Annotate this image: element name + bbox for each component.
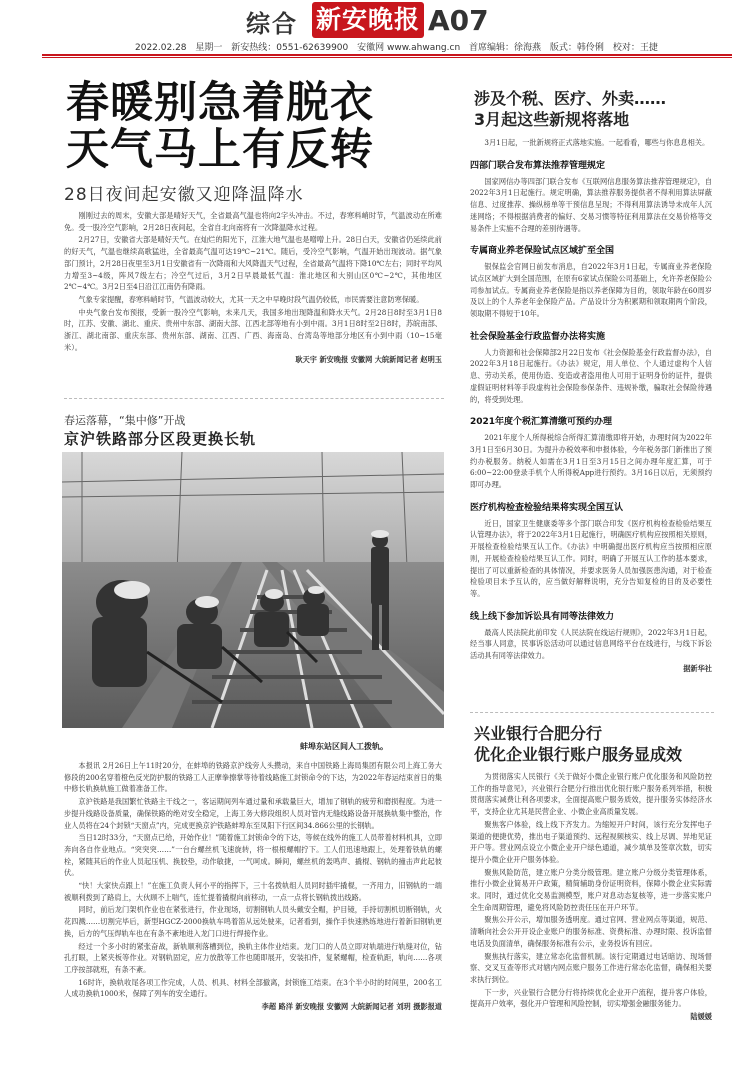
page-number: A07 — [428, 4, 489, 37]
designer: 版式：韩伶俐 — [549, 43, 604, 53]
weather-subtitle: 28日夜间起安徽又迎降温降水 — [64, 185, 304, 205]
weather-paragraph: 2月27日，安徽省大部是晴好天气。在灿烂的阳光下，江淮大地气温也是噌噌上升。28日白天，安徽省仍延续此前的好天气，气温也继续高歌猛进，全省最高气温可达19℃~21℃。随后，受冷空气影响，气温开始出现波动。据气象部门预计，2月28日夜里至3月1日安徽省有一次降雨和大风降温天气过程，全省最高气温将下降10℃左右；同时平均风力增至3~4级，阵风7级左右；冷空气过后，3月2日早晨最低气温：淮北地区和大别山区0℃~2℃，其他地区2℃~4℃。3月2日至4日沿江江南仍有降雨。 — [64, 235, 442, 292]
bank-paragraph: 为贯彻落实人民银行《关于做好小微企业银行账户优化服务和风险防控工作的指导意见》，兴业银行合肥分行推出优化银行账户服务系列举措，积极贯彻落实减费让利各项要求，全面提高账户服务质效，提升服务实体经济水平，支持企业尤其是民营企业、小微企业高质量发展。 — [470, 772, 712, 817]
rules-section — [470, 414, 712, 491]
rules-section — [470, 329, 712, 406]
hotline: 新安热线：0551-62639900 — [231, 43, 349, 53]
masthead — [0, 0, 735, 58]
weather-headline-line2: 天气马上有反转 — [66, 125, 374, 175]
rules-section — [470, 158, 712, 235]
rules-intro: 3月1日起，一批新规将正式落地实施。一起看看，哪些与你息息相关。 — [484, 138, 710, 147]
rail-paragraph: 16时许，换轨收尾各项工作完成，人员、机具、材料全部撤离，封锁施工结束。在3个半小时的时间里，200名工人成功换轨1000米，保障了列车的安全通行。 — [64, 977, 442, 999]
website: 安徽网 www.ahwang.cn — [357, 43, 461, 53]
rules-section-text: 近日，国家卫生健康委等多个部门联合印发《医疗机构检查检验结果互认管理办法》，将于2022年3月1日起施行，明确医疗机构应按照相关原则，开展检查检验结果互认工作。《办法》中明确提出医疗机构应当按照相应原则，开展检查检验结果互认工作。同时，明确了开展互认工作的基本要求，提出了可以重新检查的具体情况，并要求医务人员加强医患沟通，对于检查检验项目未予互认的，应当做好解释说明，充分告知复检的目的及必要性等。 — [470, 518, 712, 598]
photo-caption: 蚌埠东站区间人工拨轨。 — [300, 742, 388, 751]
rules-section-heading: 专属商业养老保险试点区域扩至全国 — [470, 246, 615, 257]
article-divider — [64, 398, 444, 399]
bank-headline — [474, 723, 682, 765]
chief-editor: 首席编辑：徐海燕 — [469, 43, 542, 53]
rail-paragraph: 经过一个多小时的紧张奋战，新轨顺利落槽到位，换轨主体作业结束。龙门口的人员立即对轨端进行轨缝对位，钻孔打眼，上紧夹板等作业。对钢轨固定，应力放散等工作也随即展开，安装扣件，复紧螺帽，检查轨距，轨向……各项工序按部就班，有条不紊。 — [64, 941, 442, 974]
rules-headline-line2: 3月起这些新规将落地 — [474, 110, 630, 129]
weather-headline — [66, 80, 374, 174]
bank-paragraph: 聚焦风险防范，建立账户分类分级管理。建立账户分级分类管理体系，推行小微企业简易开户政策，精简辅助身份证明资料，保障小微企业实际需求。同时，通过优化交易监测模型，账户对息动态复核等，进一步落实账户全生命周期管理，避免将风险防控责任压在开户环节。 — [470, 867, 712, 912]
rules-section — [470, 609, 712, 662]
weather-byline: 耿天宇 新安晚报 安徽网 大皖新闻记者 赵明玉 — [295, 355, 442, 365]
proofreader: 校对：王捷 — [612, 43, 658, 53]
rail-paragraph: 本报讯 2月26日上午11时20分，在蚌埠的铁路京沪线旁人头攒动，来自中国铁路上海局集团有限公司上海工务大修段的200名穿着橙色反光防护服的铁路工人正摩拳擦掌等待着线路施工封锁命令的下达，为2022年春运结束首日的集中修长轨换轨施工做着准备工作。 — [64, 761, 442, 794]
section-label: 综合 — [246, 10, 298, 38]
weather-paragraph: 气象专家提醒，春寒料峭时节，气温波动较大，尤其一天之中早晚时段气温仍较低，市民需要注意防寒保暖。 — [78, 294, 424, 304]
bank-body — [470, 771, 712, 1023]
masthead-info — [135, 40, 735, 53]
rail-paragraph: 当日12时33分，“天窗点已给，开始作业！”随着施工封锁命令的下达，等候在线外的施工人员带着材料机具，立即奔向各自作业地点。“突突突……”一台台螺丝机飞速旋转，将一根根螺帽拧下。工人们迅速地跟上，处理着铁轨的螺栓，紧随其后的作业人员起压机、换胶垫，动作敏捷，一气呵成。瞬间，螺丝机的轰鸣声、撬棍、钢轨的撞击声此起彼伏。 — [64, 833, 442, 878]
bank-headline-line1: 兴业银行合肥分行 — [474, 724, 603, 743]
rail-workers-photo — [62, 452, 444, 728]
bank-byline: 陆媛媛 — [690, 1012, 712, 1022]
weather-headline-line1: 春暖别急着脱衣 — [66, 78, 374, 128]
rail-paragraph: 同时，前后龙门架机作业也在紧张进行，作业现场，切割钢轨人员头戴安全帽，护目镜，手持切割机切断钢轨，火花四溅……切割完毕后，新型HGCZ-2000换轨车鸣着笛从远处驶来，记者看到，操作手快速熟练地进行着新旧钢轨更换，后方的气压焊轨车也在有条不紊地进入龙门口进行焊接作业。 — [64, 905, 442, 938]
masthead-rule — [42, 54, 732, 56]
rules-section-text: 国家网信办等四部门联合发布《互联网信息服务算法推荐管理规定》，自2022年3月1日起施行。规定明确，算法推荐服务提供者不得利用算法屏蔽信息、过度推荐、操纵榜单等干预信息呈现；不得利用算法诱导未成年人沉迷网络；不得根据消费者的偏好、交易习惯等特征利用算法在交易价格等交易条件上实施不合理的差别待遇等。 — [470, 176, 712, 233]
bank-paragraph: 聚焦执行落实，建立常态化监督机制。该行定期通过电话暗访、现场督察、交叉互查等形式对辖内网点账户服务工作进行常态化监督，确保相关要求执行到位。 — [470, 951, 712, 984]
rules-section-heading: 四部门联合发布算法推荐管理规定 — [470, 160, 606, 171]
article-divider — [470, 712, 714, 713]
rules-section — [470, 243, 712, 320]
weather-paragraph: 中央气象台发布预报，受新一股冷空气影响，未来几天，我国多地出现降温和降水天气。2月28日8时至3月1日8时，江苏、安徽、湖北、重庆、贵州中东部、湖南大部、江西北部等地有小到中雨。3月1日8时至2日8时，苏皖南部、浙江、湖北南部、重庆东部、贵州东部、湖南、江西、广西、海南岛、台湾岛等地部分地区有小到中雨（10~15毫米）。 — [64, 307, 442, 352]
rules-section-heading: 线上线下参加诉讼具有同等法律效力 — [470, 611, 615, 622]
masthead-rule-thin — [42, 57, 732, 58]
bank-paragraph: 下一步，兴业银行合肥分行将持续优化企业开户流程，提升客户体验，提高开户效率，强化开户管理和风险控制，切实增强金融服务能力。 — [470, 987, 712, 1009]
newspaper-logo: 新安晚报 — [312, 2, 424, 38]
rules-body — [470, 137, 712, 675]
issue-weekday: 星期一 — [195, 43, 223, 53]
bank-paragraph: 聚焦客户体验，线上线下齐发力。为缩短开户时间，该行充分发挥电子渠道的便捷优势，推出电子渠道预约、远程视频核实、线上尽调、异地见证开户等。营业网点设立小微企业开户绿色通道，减少填单及签章次数，切实提升小微企业开户服务体验。 — [470, 819, 712, 864]
rules-section-text: 2021年度个人所得税综合所得汇算清缴即将开始，办理时间为2022年3月1日至6月30日。为提升办税效率和申报体验，今年税务部门新推出了预约办税服务。纳税人如需在3月1日至3月15日之间办理年度汇算，可于6:00~22:00登录手机个人所得税App进行预约。3月16日以后，无须预约即可办理。 — [470, 433, 712, 490]
rules-section-heading: 2021年度个税汇算清缴可预约办理 — [470, 417, 613, 428]
rules-section — [470, 500, 712, 600]
rules-section-text: 人力资源和社会保障部2月22日发布《社会保险基金行政监督办法》，自2022年3月18日起施行。《办法》规定，用人单位、个人通过虚构个人信息、劳动关系，使用伪造、变造或者盗用他人可用于证明身份的证件，提供虚假证明材料等手段虚构社会保险参保条件、违规补缴，骗取社会保险待遇的，将受到处理。 — [470, 347, 712, 404]
rules-byline: 据新华社 — [683, 663, 712, 673]
rail-photo — [62, 452, 444, 728]
issue-date: 2022.02.28 — [135, 43, 187, 53]
rules-headline-line1: 涉及个税、医疗、外卖…… — [474, 89, 667, 108]
rail-paragraph: “快！大家快点跟上！”在施工负责人何小平的指挥下，三十名拨轨组人员同时插牢撬棍，一齐用力，旧钢轨的一端被顺利拨到了路肩上，大伙顾不上喘气，连忙提着撬棍向前移动，一点一点将长钢轨拨出线路。 — [64, 881, 442, 902]
rules-section-heading: 社会保险基金行政监督办法将实施 — [470, 331, 606, 342]
rail-headline: 京沪铁路部分区段更换长轨 — [64, 430, 257, 448]
bank-paragraph: 聚焦公开公示，增加服务透明度。通过官网、营业网点等渠道，规范、清晰向社会公开开设企业账户的服务标准、资费标准、办理时限、投诉监督电话及负面清单，确保服务标准有公示，业务投诉有回应。 — [470, 915, 712, 948]
rail-paragraph: 京沪铁路是我国繁忙铁路主干线之一，客运期间列车通过量和承载量巨大，增加了钢轨的疲劳和磨损程度。为进一步提升线路设备质量，确保铁路的绝对安全稳定，上海工务大修段组织人员对管内无缝线路设备开展换轨集中整治，作业人员将在24个封锁“天窗点”内，完成更换京沪铁路蚌埠东至凤阳下行区间34.866公里的长钢轨。 — [64, 797, 442, 830]
rules-section-text: 最高人民法院此前印发《人民法院在线运行规则》，2022年3月1日起，经当事人同意，民事诉讼活动可以通过信息网络平台在线进行，与线下诉讼活动具有同等法律效力。 — [470, 627, 712, 661]
rail-kicker: 春运落幕，“集中修”开战 — [64, 414, 186, 427]
rail-body — [64, 760, 442, 1013]
rules-section-heading: 医疗机构检查检验结果将实现全国互认 — [470, 502, 624, 513]
weather-body — [64, 210, 442, 366]
rules-section-text: 银保监会官网日前发布消息，自2022年3月1日起，专属商业养老保险试点区域扩大到全国范围，在原有6家试点保险公司基础上，允许养老保险公司参加试点。专属商业养老保险是指以养老保障为目的，领取年龄在60周岁及以上的个人养老年金保险产品。产品设计分为积累期和领取期两个阶段，领取期不得短于10年。 — [470, 262, 712, 319]
rail-byline: 李超 路洋 新安晚报 安徽网 大皖新闻记者 刘玥 摄影报道 — [261, 1002, 442, 1012]
bank-headline-line2: 优化企业银行账户服务显成效 — [474, 745, 683, 764]
rules-headline — [474, 88, 666, 130]
weather-paragraph: 刚刚过去的周末，安徽大部是晴好天气，全省最高气温也将向2字头冲击。不过，春寒料峭时节，气温波动在所难免。受一股冷空气影响，2月28日夜间起，全省自北向南将有一次降温降水过程。 — [64, 211, 442, 232]
